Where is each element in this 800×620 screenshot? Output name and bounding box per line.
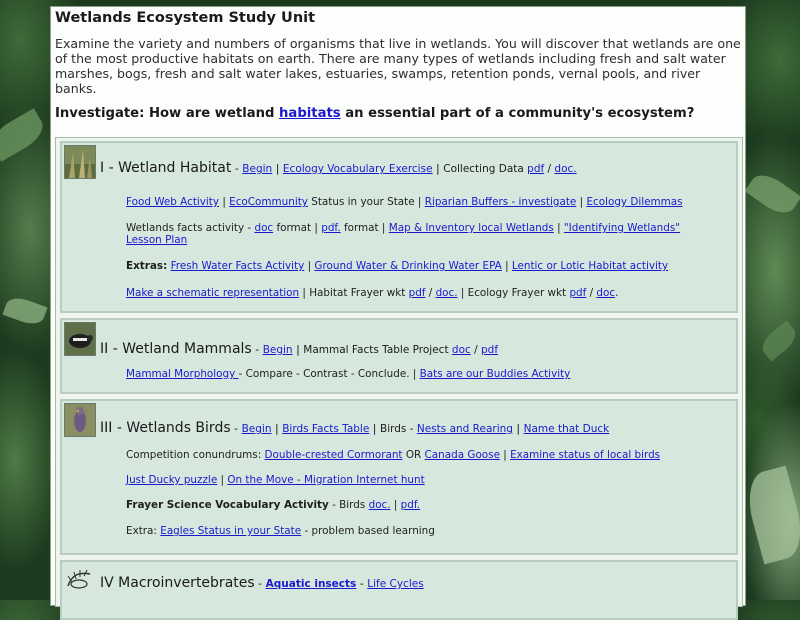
riparian-buffers-link[interactable]: Riparian Buffers - investigate [424, 196, 577, 208]
name-that-duck-link[interactable]: Name that Duck [523, 423, 610, 435]
unit-2-header: II - Wetland Mammals - Begin | Mammal Facts Table Project doc / pdf [100, 341, 499, 357]
page-title: Wetlands Ecosystem Study Unit [55, 10, 316, 26]
unit-3-line-4 [126, 525, 435, 537]
ecocommunity-link[interactable]: EcoCommunity [229, 196, 308, 208]
collecting-data-doc-link[interactable]: doc. [554, 163, 577, 175]
unit-1-line-1: Food Web Activity | EcoCommunity Status in your State | Riparian Buffers - investigate | Ecology Dilemmas [126, 196, 683, 208]
wetland-habitat-thumbnail [64, 145, 96, 179]
unit-2-begin-link[interactable]: Begin [262, 344, 293, 356]
canada-goose-link[interactable]: Canada Goose [424, 449, 500, 461]
birds-facts-table-link[interactable]: Birds Facts Table [282, 423, 370, 435]
identifying-wetlands-link[interactable]: "Identifying Wetlands" [563, 222, 681, 234]
unit-3-line-1: Competition conundrums: Double-crested Cormorant OR Canada Goose | Examine status of local birds [126, 449, 661, 461]
content-page [50, 6, 746, 606]
mammal-table-doc-link[interactable]: doc [451, 344, 471, 356]
status-state-label: Status in your State [311, 196, 415, 208]
ecology-vocabulary-link[interactable]: Ecology Vocabulary Exercise [282, 163, 433, 175]
extra-label: Extra: [126, 525, 157, 537]
birds-label: Birds - [380, 423, 414, 435]
compare-contrast-label: Compare - Contrast - Conclude. [245, 368, 410, 380]
ground-water-link[interactable]: Ground Water & Drinking Water EPA [314, 260, 502, 272]
background-leaf [744, 168, 800, 220]
ecology-frayer-label: Ecology Frayer wkt [467, 287, 567, 299]
facts-doc-link[interactable]: doc [254, 222, 274, 234]
problem-based-label: - problem based learning [304, 525, 435, 537]
wetland-mammals-thumbnail [64, 322, 96, 356]
mammal-facts-table-label: Mammal Facts Table Project [303, 344, 449, 356]
intro-paragraph: Examine the variety and numbers of organisms that live in wetlands. You will discover that wetlands are one of the most productive habitats on earth. There are many types of wetlands including fresh and salt water marshes, bogs, fresh and salt water lakes, estuaries, swamps, retention ponds, vernal pools, and river banks. [55, 36, 741, 96]
format-label: format [276, 222, 312, 234]
investigate-question [55, 106, 741, 121]
unit-1-line-3: Extras: Fresh Water Facts Activity | Ground Water & Drinking Water EPA | Lentic or Lotic Habitat activity [126, 260, 669, 272]
habitat-frayer-pdf-link[interactable]: pdf [408, 287, 426, 299]
unit-4-title: IV Macroinvertebrates [100, 575, 255, 591]
unit-1-line-4: Make a schematic representation | Habitat Frayer wkt pdf / doc. | Ecology Frayer wkt pdf / doc. [126, 287, 619, 299]
unit-wetland-habitat [60, 141, 738, 313]
investigate-suffix: an essential part of a community's ecosystem? [340, 106, 695, 121]
fresh-water-facts-link[interactable]: Fresh Water Facts Activity [170, 260, 305, 272]
extras-label: Extras: [126, 260, 168, 272]
just-ducky-link[interactable]: Just Ducky puzzle [126, 474, 218, 486]
mammal-morphology-link[interactable]: Mammal Morphology [126, 368, 239, 380]
unit-2-title: II - Wetland Mammals [100, 341, 252, 357]
schematic-link[interactable]: Make a schematic representation [126, 287, 300, 299]
competition-label: Competition conundrums: [126, 449, 262, 461]
food-web-link[interactable]: Food Web Activity [126, 196, 220, 208]
nests-rearing-link[interactable]: Nests and Rearing [416, 423, 513, 435]
format-label-2: format [343, 222, 379, 234]
units-panel [55, 137, 743, 607]
habitats-link[interactable]: habitats [279, 106, 341, 121]
ecology-frayer-pdf-link[interactable]: pdf [569, 287, 587, 299]
examine-birds-link[interactable]: Examine status of local birds [510, 449, 661, 461]
cormorant-link[interactable]: Double-crested Cormorant [264, 449, 403, 461]
habitat-frayer-label: Habitat Frayer wkt [309, 287, 406, 299]
unit-3-line-2: Just Ducky puzzle | On the Move - Migration Internet hunt [126, 474, 425, 486]
background-leaf [741, 466, 800, 565]
unit-wetland-mammals [60, 318, 738, 394]
life-cycles-link[interactable]: Life Cycles [367, 578, 424, 590]
or-label: OR [405, 449, 422, 461]
eagles-status-link[interactable]: Eagles Status in your State [160, 525, 302, 537]
collecting-data-label: Collecting Data [443, 163, 524, 175]
ecology-dilemmas-link[interactable]: Ecology Dilemmas [586, 196, 683, 208]
investigate-prefix: Investigate: How are wetland [55, 106, 280, 121]
aquatic-insects-link[interactable]: Aquatic insects [265, 578, 357, 590]
wetlands-birds-thumbnail [64, 403, 96, 437]
frayer-doc-link[interactable]: doc. [368, 499, 391, 511]
map-inventory-link[interactable]: Map & Inventory local Wetlands [388, 222, 554, 234]
frayer-birds-label: Birds [339, 499, 366, 511]
unit-4-header: IV Macroinvertebrates - Aquatic insects - Life Cycles [100, 575, 424, 591]
unit-1-begin-link[interactable]: Begin [242, 163, 273, 175]
lesson-plan-link[interactable]: Lesson Plan [126, 234, 188, 246]
on-the-move-link[interactable]: On the Move - Migration Internet hunt [227, 474, 425, 486]
bats-buddies-link[interactable]: Bats are our Buddies Activity [419, 368, 571, 380]
unit-macroinvertebrates [60, 560, 738, 620]
background-leaf [2, 294, 47, 328]
background-leaf [757, 320, 800, 361]
background-leaf [0, 108, 49, 161]
ecology-frayer-doc-link[interactable]: doc [596, 287, 616, 299]
unit-3-header: III - Wetlands Birds - Begin | Birds Facts Table | Birds - Nests and Rearing | Name that Duck [100, 420, 610, 436]
unit-wetlands-birds [60, 399, 738, 555]
mammal-table-pdf-link[interactable]: pdf [481, 344, 499, 356]
unit-3-begin-link[interactable]: Begin [241, 423, 272, 435]
unit-1-header: I - Wetland Habitat - Begin | Ecology Vocabulary Exercise | Collecting Data pdf / doc. [100, 160, 577, 176]
macroinvertebrate-icon [64, 564, 94, 596]
unit-1-line-2: Wetlands facts activity - doc format | pdf. format | Map & Inventory local Wetlands | "Identifying Wetlands" Lesson Plan [126, 222, 681, 246]
frayer-vocab-label: Frayer Science Vocabulary Activity [126, 499, 329, 511]
frayer-pdf-link[interactable]: pdf. [400, 499, 421, 511]
habitat-frayer-doc-link[interactable]: doc. [435, 287, 458, 299]
unit-3-line-3: Frayer Science Vocabulary Activity - Birds doc. | pdf. [126, 499, 421, 511]
lentic-lotic-link[interactable]: Lentic or Lotic Habitat activity [511, 260, 669, 272]
unit-3-title: III - Wetlands Birds [100, 420, 231, 436]
unit-1-title: I - Wetland Habitat [100, 160, 232, 176]
collecting-data-pdf-link[interactable]: pdf [527, 163, 545, 175]
facts-activity-label: Wetlands facts activity - [126, 222, 255, 234]
facts-pdf-link[interactable]: pdf. [321, 222, 341, 234]
unit-2-line-1: Mammal Morphology - Compare - Contrast - Conclude. | Bats are our Buddies Activity [126, 368, 571, 380]
